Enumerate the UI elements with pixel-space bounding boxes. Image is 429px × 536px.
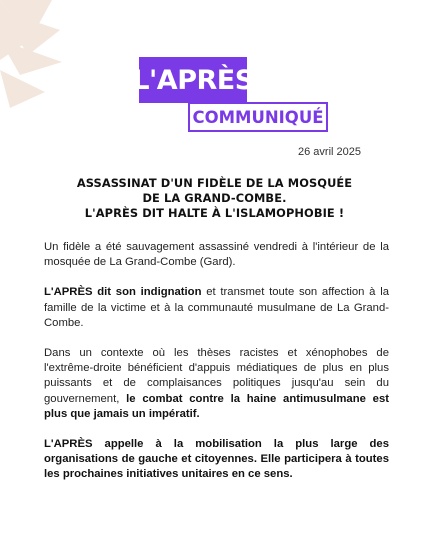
- publication-date: 26 avril 2025: [298, 146, 361, 158]
- paragraph: [44, 437, 389, 483]
- bold-text: le combat contre la haine antimusulmane est plus que jamais un impératif.: [44, 392, 389, 420]
- press-release-body: [44, 240, 389, 498]
- headline-line: ASSASSINAT D'UN FIDÈLE DE LA MOSQUÉE: [76, 176, 353, 190]
- decorative-star-shape: [0, 0, 70, 110]
- logo-communique: COMMUNIQUÉ: [188, 102, 328, 132]
- bold-text: L'APRÈS dit son indignation: [44, 286, 202, 299]
- headline-line: L'APRÈS DIT HALTE À L'ISLAMOPHOBIE !: [84, 206, 345, 220]
- paragraph: Un fidèle a été sauvagement assassiné vendredi à l'intérieur de la mosquée de La Grand-Combe (Gard).: [44, 241, 389, 269]
- paragraph: Dans un contexte où les thèses racistes et xénophobes de l'extrême-droite bénéficient d'appuis médiatiques de plus en plus puissants et de complaisances politiques jusqu'au sein du gouvernement, le combat contre la haine antimusulmane est plus que jamais un impératif.: [44, 347, 389, 420]
- brand-logo: [132, 57, 334, 133]
- headline: [40, 176, 389, 221]
- logo-apres: L'APRÈS: [139, 57, 247, 103]
- paragraph: L'APRÈS dit son indignation et transmet toute son affection à la famille de la victime et à la communauté musulmane de La Grand-Combe.: [44, 286, 389, 329]
- bold-text: L'APRÈS appelle à la mobilisation la plus large des organisations de gauche et citoyennes. Elle participera à toutes les prochaines initiatives unitaires en ce sens.: [44, 438, 389, 481]
- headline-line: DE LA GRAND-COMBE.: [142, 191, 287, 205]
